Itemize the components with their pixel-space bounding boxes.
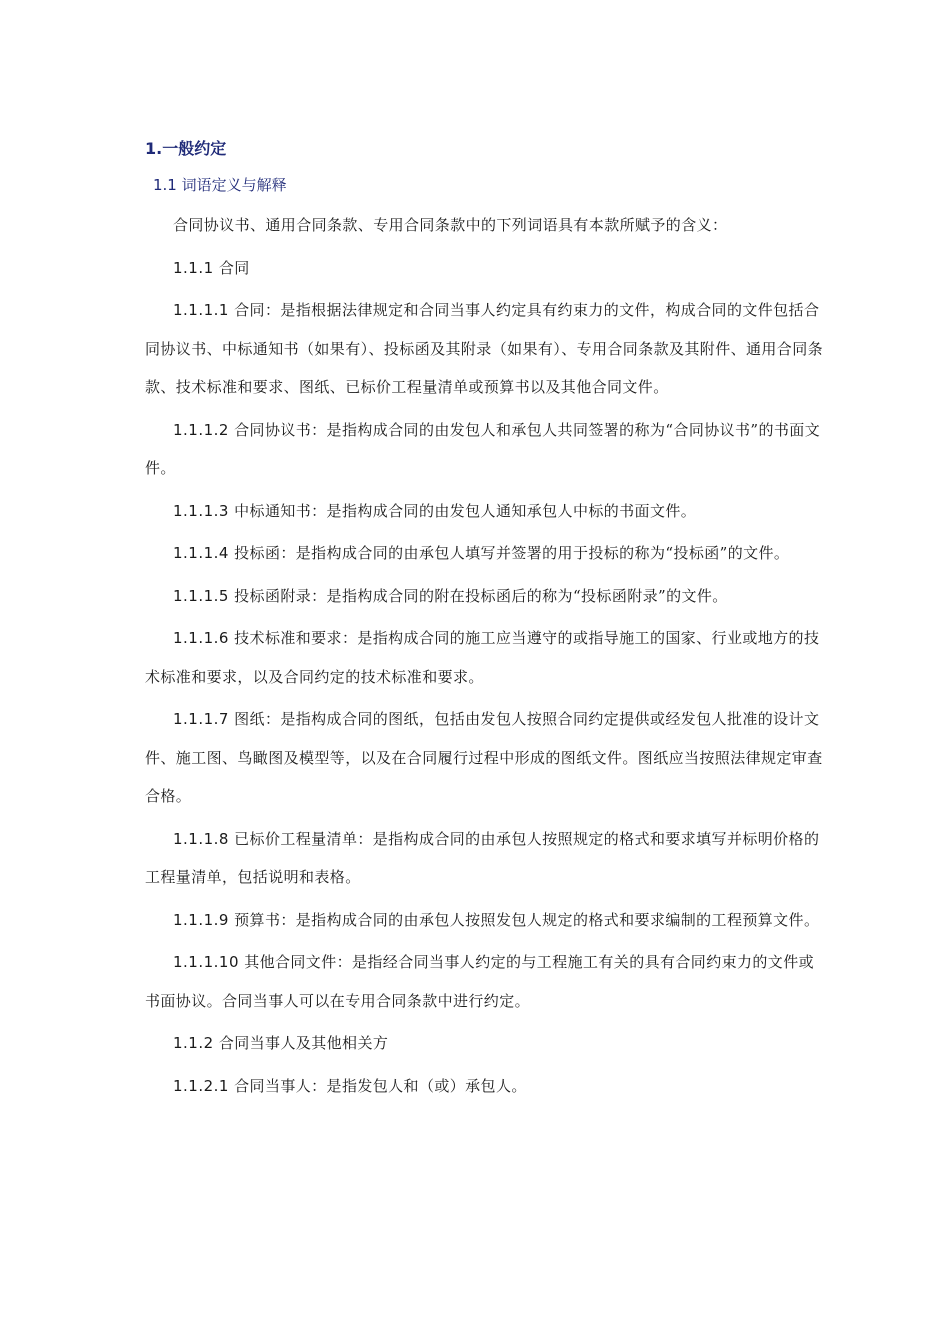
clause-paragraph: [145, 1067, 825, 1106]
clause-paragraph: [145, 1024, 825, 1063]
clause-paragraph: [145, 820, 825, 897]
clause-paragraph: [145, 411, 825, 488]
clause-text: 投标函附录：是指构成合同的附在投标函后的称为“投标函附录”的文件。: [234, 586, 728, 605]
document-body: [145, 134, 825, 1109]
section-heading: [145, 134, 825, 164]
subsection-title: 词语定义与解释: [181, 176, 287, 194]
clause-paragraph: [145, 249, 825, 288]
clause-number: 1.1.1.4: [173, 544, 229, 562]
clause-paragraph: [145, 577, 825, 616]
clause-number: 1.1.1.1: [173, 301, 229, 319]
clause-paragraph: [145, 534, 825, 573]
clause-number: 1.1.1.2: [173, 420, 229, 439]
clause-text: 其他合同文件：是指经合同当事人约定的与工程施工有关的具有合同约束力的文件或书面协议。合同当事人可以在专用合同条款中进行约定。: [145, 953, 815, 1010]
clause-text: 技术标准和要求：是指构成合同的施工应当遵守的或指导施工的国家、行业或地方的技术标准和要求，以及合同约定的技术标准和要求。: [145, 629, 820, 686]
clause-text: 合同: [218, 258, 250, 277]
subsection-heading: [153, 170, 825, 200]
clause-number: 1.1.2: [173, 1034, 214, 1052]
clause-paragraph: [145, 943, 825, 1020]
clause-number: 1.1.1.10: [173, 953, 240, 971]
clause-text: 预算书：是指构成合同的由承包人按照发包人规定的格式和要求编制的工程预算文件。: [234, 910, 820, 929]
clause-paragraph: [145, 700, 825, 816]
clause-number: 1.1.1.5: [173, 586, 229, 605]
clause-number: 1.1.1.8: [173, 829, 229, 848]
clause-number: 1.1.1: [173, 258, 214, 277]
clause-number: 1.1.1.7: [173, 710, 229, 728]
clause-text: 合同当事人及其他相关方: [218, 1034, 389, 1052]
clause-text: 合同当事人：是指发包人和（或）承包人。: [234, 1076, 527, 1095]
clause-paragraph: [145, 492, 825, 531]
clause-text: 图纸：是指构成合同的图纸，包括由发包人按照合同约定提供或经发包人批准的设计文件、施工图、鸟瞰图及模型等，以及在合同履行过程中形成的图纸文件。图纸应当按照法律规定审查合格。: [145, 710, 823, 805]
clause-number: 1.1.1.3: [173, 501, 229, 520]
clause-text: 合同协议书：是指构成合同的由发包人和承包人共同签署的称为“合同协议书”的书面文件。: [145, 420, 821, 477]
section-title: 一般约定: [162, 139, 227, 158]
clause-text: 合同：是指根据法律规定和合同当事人约定具有约束力的文件，构成合同的文件包括合同协议书、中标通知书（如果有）、投标函及其附录（如果有）、专用合同条款及其附件、通用合同条款、技术标准和要求、图纸、已标价工程量清单或预算书以及其他合同文件。: [145, 301, 824, 396]
section-number: 1.: [145, 139, 163, 158]
clause-paragraph: [145, 619, 825, 696]
clause-text: 合同协议书、通用合同条款、专用合同条款中的下列词语具有本款所赋予的含义：: [173, 216, 728, 234]
clause-number: 1.1.1.6: [173, 629, 229, 647]
clause-paragraph: [145, 291, 825, 407]
clause-paragraph: [145, 901, 825, 940]
clause-number: 1.1.2.1: [173, 1076, 229, 1095]
clause-text: 已标价工程量清单：是指构成合同的由承包人按照规定的格式和要求填写并标明价格的工程量清单，包括说明和表格。: [145, 829, 820, 886]
intro-paragraph: [145, 206, 825, 245]
clause-text: 中标通知书：是指构成合同的由发包人通知承包人中标的书面文件。: [234, 501, 697, 520]
clause-number: 1.1.1.9: [173, 910, 229, 929]
subsection-number: 1.1: [153, 176, 177, 194]
clause-text: 投标函：是指构成合同的由承包人填写并签署的用于投标的称为“投标函”的文件。: [234, 544, 790, 562]
